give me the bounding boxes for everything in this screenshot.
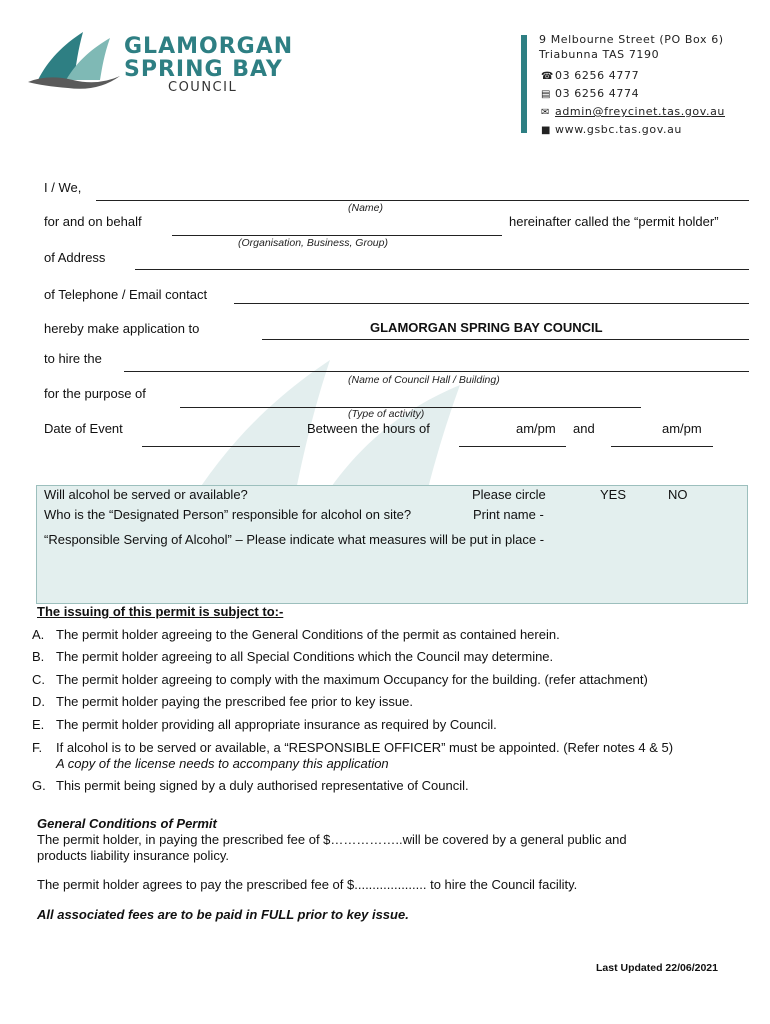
print-name-label: Print name - [473,507,544,522]
yes-option[interactable]: YES [600,487,627,502]
purpose-label: for the purpose of [44,386,146,401]
condition-note-f: A copy of the license needs to accompany this application [56,756,389,771]
i-we-label: I / We, [44,180,82,195]
fee-insurance-line-1: The permit holder, in paying the prescribed fee of $……………..will be covered by a general public and [37,832,627,847]
date-label: Date of Event [44,421,123,436]
council-logo [28,30,298,100]
email-icon: ✉ [541,107,550,118]
condition-letter-g: G. [32,778,46,793]
fax-number: 03 6256 4774 [555,87,640,100]
website-row [541,123,682,136]
email-link[interactable]: admin@freycinet.tas.gov.au [555,105,726,118]
address-field[interactable] [135,269,749,270]
contact-field[interactable] [234,303,749,304]
condition-text-d: The permit holder paying the prescribed fee prior to key issue. [56,694,413,709]
last-updated: Last Updated 22/06/2021 [596,962,718,974]
fee-agreement: The permit holder agrees to pay the prescribed fee of $.................... to hire the Council facility. [37,877,578,892]
end-ampm: am/pm [662,421,702,436]
designated-person-question: Who is the “Designated Person” responsible for alcohol on site? [44,507,412,522]
phone-icon: ☎ [541,71,555,82]
condition-text-f: If alcohol is to be served or available, a “RESPONSIBLE OFFICER” must be appointed. (Refer notes 4 & 5) [56,740,674,755]
fees-note: All associated fees are to be paid in FULL prior to key issue. [37,907,409,922]
end-time-field[interactable] [611,446,713,447]
condition-letter-e: E. [32,717,45,732]
address-line-2: Triabunna TAS 7190 [539,48,660,61]
logo-text-glamorgan: GLAMORGAN [124,34,294,59]
contact-accent-bar [521,35,527,133]
hire-label: to hire the [44,351,102,366]
condition-letter-d: D. [32,694,45,709]
website-icon: ■ [541,125,552,136]
email-row [541,105,725,118]
application-label: hereby make application to [44,321,200,336]
address-label: of Address [44,250,106,265]
condition-letter-c: C. [32,672,45,687]
sails-logo-icon [28,30,123,92]
condition-text-e: The permit holder providing all appropriate insurance as required by Council. [56,717,497,732]
hours-label: Between the hours of [307,421,430,436]
contact-label: of Telephone / Email contact [44,287,208,302]
condition-letter-a: A. [32,627,45,642]
name-hint: (Name) [348,202,384,214]
condition-text-g: This permit being signed by a duly authorised representative of Council. [56,778,469,793]
phone-number: 03 6256 4777 [555,69,640,82]
fax-icon: ▤ [541,89,552,100]
please-circle-label: Please circle [472,487,546,502]
condition-text-c: The permit holder agreeing to comply with the maximum Occupancy for the building. (refer attachment) [56,672,648,687]
alcohol-question: Will alcohol be served or available? [44,487,248,502]
name-field[interactable] [96,200,749,201]
condition-letter-f: F. [32,740,43,755]
general-conditions-heading: General Conditions of Permit [37,816,217,831]
no-option[interactable]: NO [668,487,688,502]
fax-row [541,87,639,100]
date-field[interactable] [142,446,300,447]
fee-insurance-line-2: products liability insurance policy. [37,848,229,863]
phone-row [541,69,639,82]
condition-text-b: The permit holder agreeing to all Special Conditions which the Council may determine. [56,649,554,664]
website-link[interactable]: www.gsbc.tas.gov.au [555,123,682,136]
start-time-field[interactable] [459,446,566,447]
organisation-field[interactable] [172,235,502,236]
responsible-serving-label: “Responsible Serving of Alcohol” – Please indicate what measures will be put in place - [44,532,545,547]
measures-input-area[interactable] [44,552,740,597]
logo-text-spring-bay: SPRING BAY [124,57,283,82]
hall-hint: (Name of Council Hall / Building) [348,374,500,386]
condition-letter-b: B. [32,649,45,664]
hall-field[interactable] [124,371,749,372]
condition-text-a: The permit holder agreeing to the General Conditions of the permit as contained herein. [56,627,560,642]
address-line-1: 9 Melbourne Street (PO Box 6) [539,33,724,46]
organisation-hint: (Organisation, Business, Group) [238,237,388,249]
start-ampm: am/pm [516,421,556,436]
activity-hint: (Type of activity) [348,408,425,420]
and-text: and [573,421,595,436]
conditions-heading: The issuing of this permit is subject to:- [37,604,284,619]
permit-holder-text: hereinafter called the “permit holder” [509,214,719,229]
logo-text-council: COUNCIL [168,80,238,95]
on-behalf-label: for and on behalf [44,214,142,229]
council-underline [262,339,749,340]
council-name: GLAMORGAN SPRING BAY COUNCIL [370,320,603,335]
